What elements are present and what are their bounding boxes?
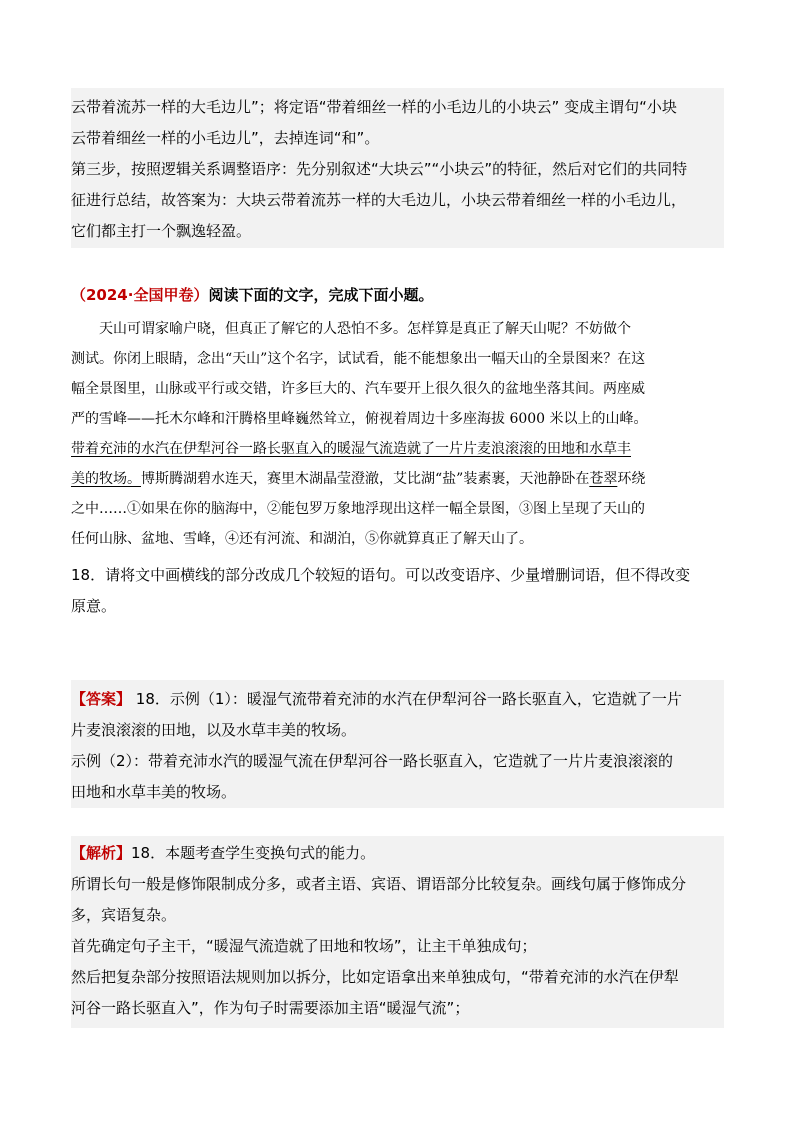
analysis-line: 河谷一路长驱直入”，作为句子时需要添加主语“暖湿气流”； [71, 999, 470, 1017]
question-source: （2024·全国甲卷） [71, 286, 209, 304]
analysis-block [71, 836, 724, 1028]
passage-line: 幅全景图里，山脉或平行或交错，许多巨大的、汽车要开上很久很久的盆地坐落其间。两座威 [71, 381, 645, 397]
analysis-line: 首先确定句子主干，“暖湿气流造就了田地和牧场”，让主干单独成句； [71, 937, 537, 955]
analysis-line: 所谓长句一般是修饰限制成分多，或者主语、宾语、谓语部分比较复杂。画线句属于修饰成分 [71, 875, 687, 893]
answer-line: 田地和水草丰美的牧场。 [71, 783, 237, 801]
question-line: 原意。 [71, 597, 117, 615]
analysis-label: 【解析】 [71, 844, 132, 862]
underlined-sentence-part1: 带着充沛的水汽在伊犁河谷一路长驱直入的暖湿气流造就了一片片麦浪滚滚的田地和水草丰 [71, 441, 631, 457]
answer-block [71, 680, 724, 808]
answer-line: 示例（2）：带着充沛水汽的暖湿气流在伊犁河谷一路长驱直入，它造就了一片片麦浪滚滚的 [71, 752, 674, 770]
answer-label: 【答案】 [71, 690, 132, 708]
passage-line: 天山可谓家喻户晓，但真正了解它的人恐怕不多。怎样算是真正了解天山呢？不妨做个 [99, 321, 631, 337]
analysis-line: 多，宾语复杂。 [71, 906, 177, 924]
underlined-word: 苍翠 [589, 471, 618, 487]
answer-tail-line: 它们都主打一个飘逸轻盈。 [71, 222, 252, 240]
question-instruction: 阅读下面的文字，完成下面小题。 [208, 286, 434, 304]
answer-line: 18．示例（1）：暖湿气流带着充沛的水汽在伊犁河谷一路长驱直入，它造就了一片 [131, 690, 682, 708]
question-line: 18．请将文中画横线的部分改成几个较短的语句。可以改变语序、少量增删词语，但不得改变 [71, 566, 691, 584]
analysis-line: 然后把复杂部分按照语法规则加以拆分，比如定语拿出来单独成句，“带着充沛的水汽在伊犁 [71, 968, 679, 986]
answer-tail-line: 云带着流苏一样的大毛边儿”；将定语“带着细丝一样的小毛边儿的小块云” 变成主谓句“小块 [71, 98, 677, 116]
question-header [71, 280, 724, 311]
answer-tail-line: 第三步，按照逻辑关系调整语序：先分别叙述“大块云”“小块云”的特征，然后对它们的共同特 [71, 160, 688, 178]
question-18 [71, 560, 724, 622]
answer-tail-line: 征进行总结，故答案为：大块云带着流苏一样的大毛边儿，小块云带着细丝一样的小毛边儿， [71, 191, 687, 209]
answer-tail-line: 云带着细丝一样的小毛边儿”，去掉连词“和”。 [71, 129, 380, 147]
passage-line: 之中……①如果在你的脑海中，②能包罗万象地浮现出这样一幅全景图，③图上呈现了天山的 [71, 501, 645, 517]
passage-line: 严的雪峰——托木尔峰和汗腾格里峰巍然耸立，俯视着周边十多座海拔 6000 米以上的山峰。 [71, 411, 648, 427]
reading-passage [71, 314, 724, 554]
answer-continuation [71, 88, 724, 248]
analysis-line: 18．本题考查学生变换句式的能力。 [131, 844, 376, 862]
passage-line: 任何山脉、盆地、雪峰，④还有河流、和湖泊，⑤你就算真正了解天山了。 [71, 531, 533, 547]
underlined-sentence-part2: 美的牧场。 [71, 471, 141, 487]
answer-line: 片麦浪滚滚的田地，以及水草丰美的牧场。 [71, 721, 357, 739]
passage-line: 测试。你闭上眼睛，念出“天山”这个名字，试试看，能不能想象出一幅天山的全景图来？在这 [71, 351, 646, 367]
passage-line: 美的牧场。博斯腾湖碧水连天，赛里木湖晶莹澄澈，艾比湖“盐”装素裹，天池静卧在苍翠环绕 [71, 471, 646, 487]
